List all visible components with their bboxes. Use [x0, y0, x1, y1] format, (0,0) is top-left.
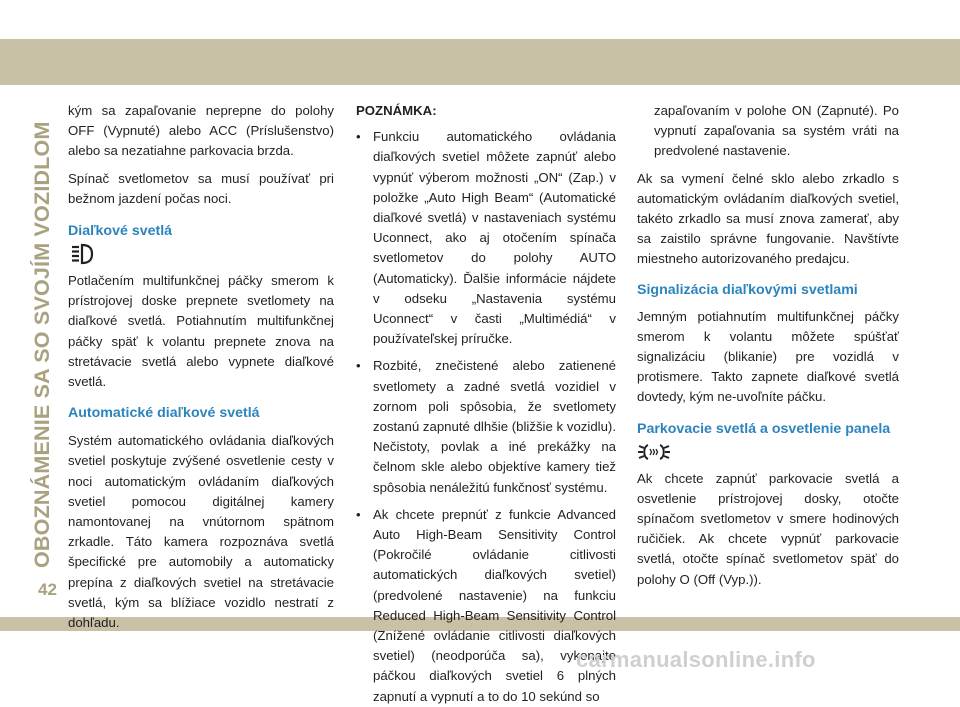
paragraph: Spínač svetlometov sa musí používať pri bežnom jazdení počas noci.: [68, 170, 334, 206]
bullet-icon: •: [356, 129, 361, 145]
top-header-band: [0, 0, 960, 41]
column-2: [356, 101, 616, 707]
high-beam-icon: [68, 241, 334, 271]
list-item: • Rozbité, znečistené alebo zatienené svetlomety a zadné svetlá vozidiel v zornom poli spôsobia, že svetlomety zostanú zapnuté dlhšie (bližšie k vozidlu). Nečistoty, povlak a iné prekážky na čelnom skle alebo objektíve kamery tiež spôsobia nenáležitú funkčnosť systému.: [356, 358, 616, 495]
section-heading: Automatické diaľkové svetlá: [68, 405, 260, 422]
paragraph: kým sa zapaľovanie neprepne do polohy OFF (Vypnuté) alebo ACC (Príslušenstvo) alebo sa nezatiahne parkovacia brzda.: [68, 103, 334, 159]
column-1: [68, 101, 334, 633]
page-number: 42: [38, 580, 57, 599]
section-heading: Diaľkové svetlá: [68, 223, 173, 240]
note-heading: POZNÁMKA:: [356, 103, 437, 118]
paragraph: Ak sa vymení čelné sklo alebo zrkadlo s automatickým ovládaním diaľkových svetiel, takéto zrkadlo sa musí znova zamerať, aby sa zaistilo správne fungovanie. Navštívte miestneho autorizovaného predajcu.: [637, 170, 899, 267]
list-item: • Ak chcete prepnúť z funkcie Advanced Auto High-Beam Sensitivity Control (Pokročilé ovládanie citlivosti automatických diaľkových svetiel) (predvolené nastavenie) na funkciu Reduced High-Beam Sensitivity Control (Znížené ovládanie citlivosti diaľkových svetiel) (neodporúča sa), vykonajte páčkou diaľkových svetiel 6 plných zapnutí a vypnutí a to do 10 sekúnd so: [356, 506, 616, 704]
paragraph: zapaľovaním v polohe ON (Zapnuté). Po vypnutí zapaľovania sa systém vráti na predvolené nastavenie.: [654, 103, 899, 159]
list-item: • Funkciu automatického ovládania diaľkových svetiel môžete zapnúť alebo vypnúť výberom možnosti „ON“ (Zap.) v položke „Auto High Beam“ (Automatické diaľkové svetlá) v nastaveniach systému Uconnect, ako aj otočením spínača svetlometov do polohy AUTO (Automaticky). Ďalšie informácie nájdete v odseku „Nastavenia systému Uconnect“ v časti „Multimédiá“ v používateľskej príručke.: [356, 129, 616, 347]
paragraph: Jemným potiahnutím multifunkčnej páčky smerom k volantu môžete spúšťať signalizáciu (blikanie) pre vozidlá v protismere. Takto zapnete diaľkové svetlá dovtedy, kým ne-uvoľníte páčku.: [637, 308, 899, 405]
section-heading: Parkovacie svetlá a osvetlenie panela: [637, 420, 891, 437]
watermark: carmanualsonline.info: [576, 647, 816, 672]
bullet-icon: •: [356, 358, 361, 374]
column-3: [637, 101, 899, 590]
top-color-band: [0, 39, 960, 85]
paragraph: Ak chcete zapnúť parkovacie svetlá a osvetlenie prístrojovej dosky, otočte spínačom svetlometov v smere hodinových ručičiek. Ak chcete vypnúť parkovacie svetlá, otočte spínač svetlometov späť do polohy O (Off (Vyp.)).: [637, 470, 899, 587]
paragraph: Systém automatického ovládania diaľkových svetiel poskytuje zvýšené osvetlenie cesty v noci automatickým ovládaním diaľkových svetiel pomocou digitálnej kamery namontovanej na vnútornom spätnom zrkadle. Táto kamera rozpoznáva svetlá špecifické pre automobily a automaticky prepína z diaľkových svetiel na stretávacie svetlá, kým sa blížiace vozidlo nestratí z dohľadu.: [68, 433, 334, 631]
section-heading: Signalizácia diaľkovými svetlami: [637, 281, 858, 298]
bullet-icon: •: [356, 506, 361, 522]
chapter-side-title: OBOZNÁMENIE SA SO SVOJÍM VOZIDLOM: [30, 121, 54, 568]
parking-lights-icon: [637, 439, 899, 469]
paragraph: Potlačením multifunkčnej páčky smerom k prístrojovej doske prepnete svetlomety na diaľkové svetlá. Potiahnutím multifunkčnej páčky späť k volantu prepnete znova na stretávacie svetlá alebo vypnete diaľkové svetlá.: [68, 273, 334, 390]
